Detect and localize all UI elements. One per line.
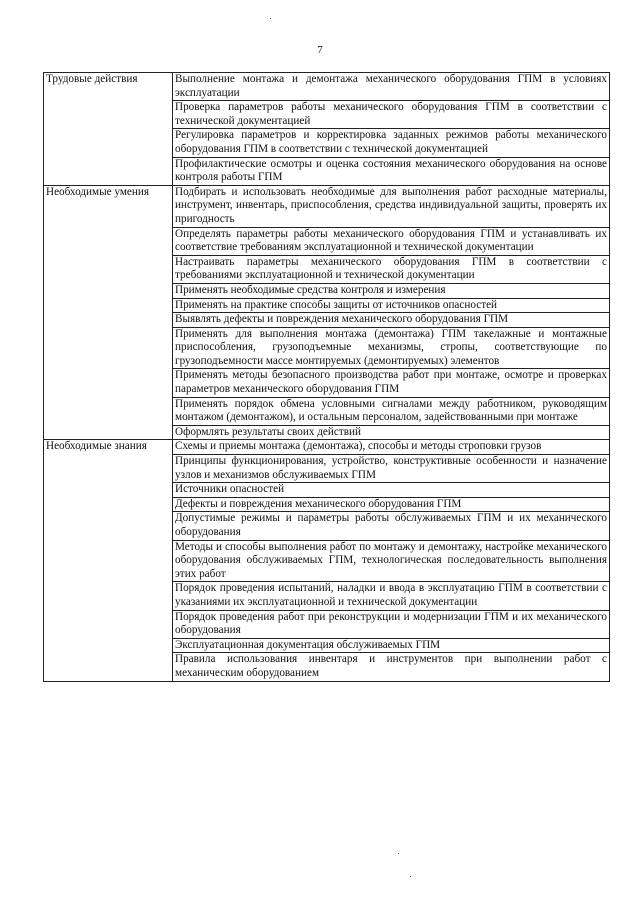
requirement-item: Оформлять результаты своих действий [173, 425, 610, 440]
table-row [44, 440, 610, 455]
section-heading: Необходимые знания [44, 440, 173, 681]
section-heading: Необходимые умения [44, 185, 173, 440]
requirement-item: Выполнение монтажа и демонтажа механического оборудования ГПМ в условиях эксплуатации [173, 73, 610, 101]
requirement-item: Применять на практике способы защиты от источников опасностей [173, 298, 610, 313]
requirement-item: Допустимые режимы и параметры работы обслуживаемых ГПМ и их механического оборудования [173, 512, 610, 540]
requirement-item: Порядок проведения работ при реконструкции и модернизации ГПМ и их механического оборудования [173, 610, 610, 638]
section-heading: Трудовые действия [44, 73, 173, 186]
requirement-item: Эксплуатационная документация обслуживаемых ГПМ [173, 638, 610, 653]
scan-speck [398, 853, 399, 854]
requirement-item: Применять методы безопасного производства работ при монтаже, осмотре и проверках параметров механического оборудования ГПМ [173, 369, 610, 397]
scan-speck [270, 18, 271, 19]
requirement-item: Дефекты и повреждения механического оборудования ГПМ [173, 497, 610, 512]
requirement-item: Методы и способы выполнения работ по монтажу и демонтажу, настройке механического оборудования обслуживаемых ГПМ, технологическая последовательность выполнения этих работ [173, 540, 610, 582]
requirement-item: Правила использования инвентаря и инструментов при выполнении работ с механическим оборудованием [173, 653, 610, 681]
requirement-item: Применять необходимые средства контроля и измерения [173, 283, 610, 298]
qualification-table [43, 72, 610, 682]
requirement-item: Принципы функционирования, устройство, конструктивные особенности и назначение узлов и механизмов обслуживаемых ГПМ [173, 455, 610, 483]
requirement-item: Настраивать параметры механического оборудования ГПМ в соответствии с требованиями эксплуатационной и технической документации [173, 255, 610, 283]
page-number: 7 [317, 44, 323, 56]
requirement-item: Применять для выполнения монтажа (демонтажа) ГПМ такелажные и монтажные приспособления, грузоподъемные механизмы, стропы, соответствующие по грузоподъемности массе монтируемых (демонтируемых) элементов [173, 327, 610, 369]
scan-speck [410, 876, 411, 877]
requirement-item: Порядок проведения испытаний, наладки и ввода в эксплуатацию ГПМ в соответствии с указаниями их эксплуатационной и технической документации [173, 582, 610, 610]
requirement-item: Применять порядок обмена условными сигналами между работником, руководящим монтажом (демонтажом), и остальным персоналом, задействованными при монтаже [173, 397, 610, 425]
table-row [44, 73, 610, 101]
requirement-item: Профилактические осмотры и оценка состояния механического оборудования на основе контроля работы ГПМ [173, 157, 610, 185]
requirement-item: Схемы и приемы монтажа (демонтажа), способы и методы строповки грузов [173, 440, 610, 455]
requirement-item: Подбирать и использовать необходимые для выполнения работ расходные материалы, инструмент, инвентарь, приспособления, средства индивидуальной защиты, проверять их пригодность [173, 185, 610, 227]
requirement-item: Регулировка параметров и корректировка заданных режимов работы механического оборудования ГПМ в соответствии с технической документацией [173, 129, 610, 157]
table-row [44, 185, 610, 227]
requirement-item: Определять параметры работы механического оборудования ГПМ и устанавливать их соответствие требованиям эксплуатационной и технической документации [173, 227, 610, 255]
requirement-item: Выявлять дефекты и повреждения механического оборудования ГПМ [173, 313, 610, 328]
requirement-item: Источники опасностей [173, 483, 610, 498]
requirement-item: Проверка параметров работы механического оборудования ГПМ в соответствии с технической документацией [173, 101, 610, 129]
